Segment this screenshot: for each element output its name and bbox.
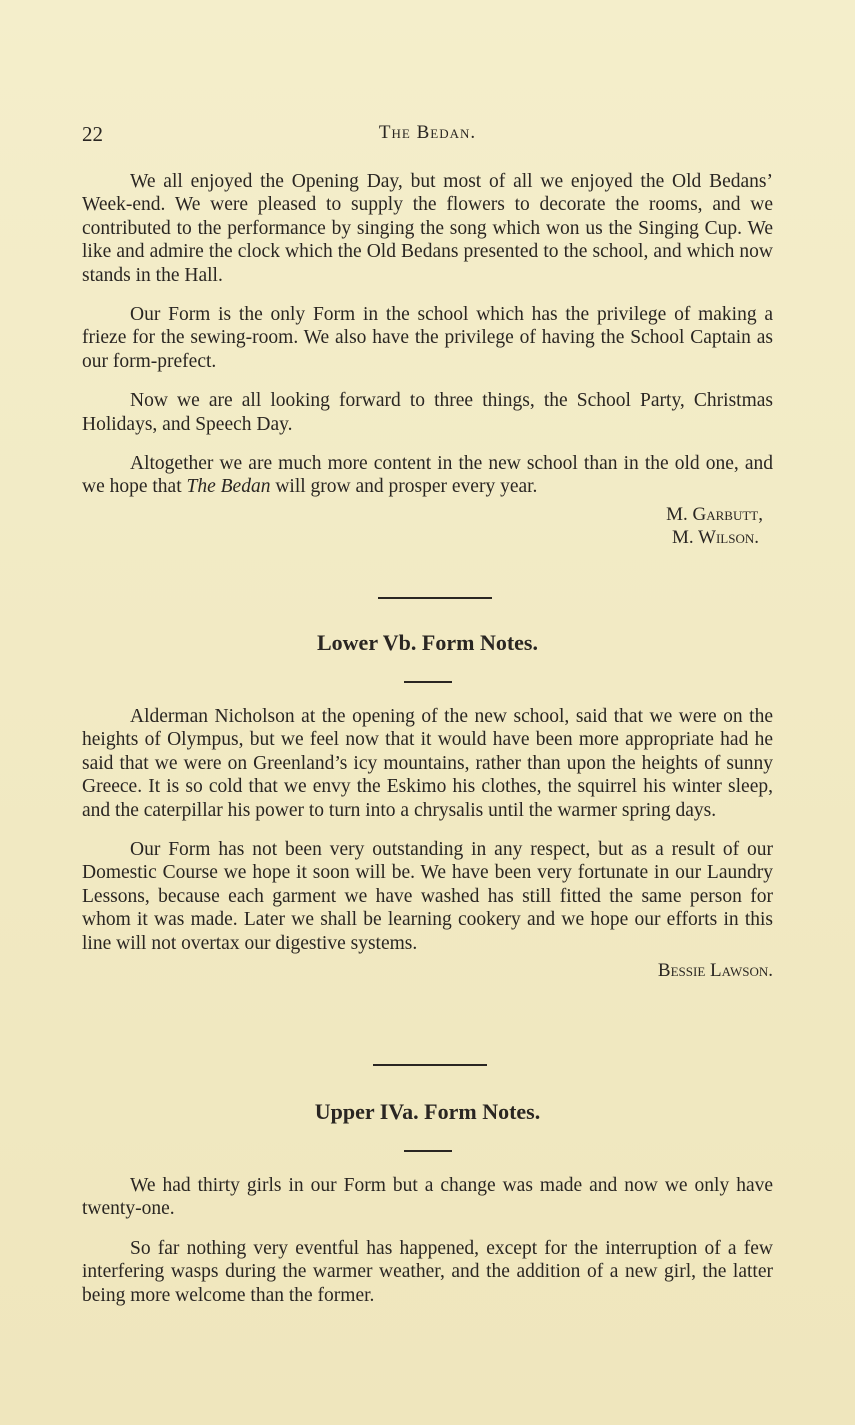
section-heading-upper-iva: Upper IVa. Form Notes. bbox=[314, 1099, 541, 1124]
page-number: 22 bbox=[82, 122, 103, 146]
paragraph: Altogether we are much more content in the new school than in the old one, and we hope that The Bedan will grow and prosper every year. bbox=[82, 453, 773, 498]
paragraph: We all enjoyed the Opening Day, but most of all we enjoyed the Old Bedans’ Week-end. We were pleased to supply the flowers to decorate the rooms, and we contributed to the performance by singing the song which won us the Singing Cup. We like and admire the clock which the Old Bedans presented to the school, and which now stands in the Hall. bbox=[82, 171, 773, 286]
section-lower-vb-notes bbox=[82, 705, 773, 982]
page-header bbox=[82, 122, 773, 152]
section-heading-lower-vb: Lower Vb. Form Notes. bbox=[317, 630, 538, 655]
paragraph: We had thirty girls in our Form but a change was made and now we only have twenty-one. bbox=[82, 1175, 773, 1220]
paragraph: Now we are all looking forward to three things, the School Party, Christmas Holidays, and Speech Day. bbox=[82, 390, 773, 435]
running-title: The Bedan. bbox=[378, 122, 477, 143]
section-form-notes-continued bbox=[82, 170, 773, 549]
section-divider bbox=[378, 597, 492, 599]
heading-underline bbox=[404, 1150, 452, 1152]
signature-line-1: M. Garbutt, bbox=[666, 503, 763, 525]
signature: Bessie Lawson. bbox=[657, 960, 773, 982]
paragraph: Alderman Nicholson at the opening of the new school, said that we were on the heights of Olympus, but we feel now that it would have been more appropriate had he said that we were on Greenland’s icy mountains, rather than upon the heights of sunny Greece. It is so cold that we envy the Eskimo his clothes, the squirrel his winter sleep, and the caterpillar his power to turn into a chrysalis until the warmer spring days. bbox=[82, 706, 773, 821]
paragraph: Our Form has not been very outstanding in any respect, but as a result of our Domestic Course we hope it soon will be. We have been very fortunate in our Laundry Lessons, because each garment we have washed has still fitted the same person for whom it was made. Later we shall be learning cookery and we hope our efforts in this line will not overtax our digestive systems. bbox=[82, 839, 773, 954]
paragraph: So far nothing very eventful has happened, except for the interruption of a few interfering wasps during the warmer weather, and the addition of a new girl, the latter being more welcome than the former. bbox=[82, 1237, 773, 1306]
publication-title: The Bedan bbox=[186, 476, 271, 498]
signature bbox=[82, 503, 773, 549]
paragraph: Our Form is the only Form in the school which has the privilege of making a frieze for the sewing-room. We also have the privilege of having the School Captain as our form-prefect. bbox=[82, 304, 773, 372]
signature-line-2: M. Wilson. bbox=[671, 526, 759, 548]
heading-underline bbox=[404, 681, 452, 683]
section-divider bbox=[373, 1064, 487, 1066]
section-upper-iva-notes bbox=[82, 1174, 773, 1323]
